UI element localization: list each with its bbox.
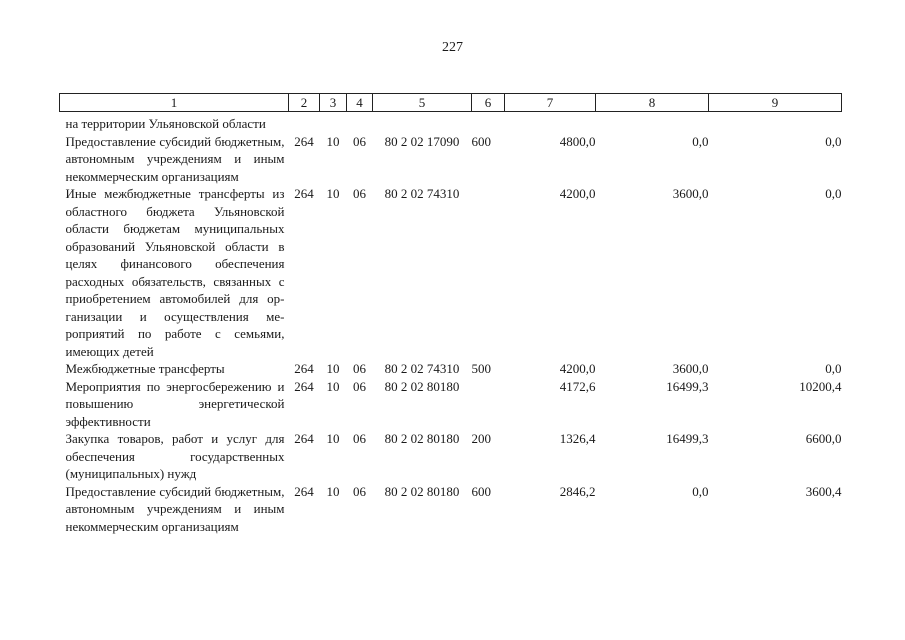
row-subsection: 06: [353, 361, 366, 376]
page-number: 227: [442, 40, 463, 55]
row-admin: 264: [294, 186, 314, 201]
row-section: 10: [326, 378, 340, 394]
row-name: Межбюджетные трансферты: [65, 361, 225, 376]
row-amount-3: [709, 112, 842, 133]
row-amount-2: [596, 112, 709, 133]
row-amount-2: 16499,3: [666, 378, 709, 394]
row-amount-1: [505, 112, 596, 133]
header-col-4: 4: [347, 94, 373, 112]
row-name: на территории Ульяновской области: [65, 116, 266, 131]
row-section: 10: [326, 483, 340, 499]
row-amount-1: 4172,6: [559, 378, 596, 394]
row-subsection: 06: [353, 133, 366, 149]
row-amount-2: 0,0: [692, 483, 709, 499]
table-row: [60, 430, 842, 483]
row-subsection: 06: [353, 378, 366, 394]
row-name: Мероприятия по энергосбережению и повышению энергетической эффективности: [65, 378, 285, 429]
row-section: 10: [326, 133, 340, 149]
header-col-6: 6: [472, 94, 505, 112]
table-header: [60, 94, 842, 112]
row-section: 10: [326, 361, 340, 376]
row-subsection: 06: [353, 483, 366, 499]
row-amount-1: 4200,0: [559, 186, 596, 201]
row-code: 80 2 02 80180: [384, 431, 460, 446]
row-vtype: 200: [471, 431, 491, 446]
row-admin: 264: [294, 483, 314, 499]
row-code: [373, 112, 472, 133]
row-code: 80 2 02 80180: [384, 378, 460, 394]
row-vtype: [472, 185, 505, 360]
row-section: [320, 112, 347, 133]
header-col-2: 2: [289, 94, 320, 112]
row-amount-3: 3600,4: [805, 483, 842, 499]
table-row: [60, 112, 842, 133]
row-amount-2: 0,0: [692, 133, 709, 149]
row-name: Предоставление субсидий бюджетным, автономным учреждениям и иным некоммерческим организациям: [65, 483, 285, 534]
header-col-7: 7: [505, 94, 596, 112]
row-amount-3: 0,0: [825, 186, 842, 201]
row-amount-1: 1326,4: [559, 431, 596, 446]
row-name: Закупка товаров, работ и услуг для обеспечения государственных (муниципальных) нужд: [65, 431, 285, 481]
row-vtype: 500: [471, 361, 491, 376]
table-row: [60, 360, 842, 378]
row-amount-2: 3600,0: [672, 361, 709, 376]
row-vtype: 600: [471, 133, 491, 149]
row-admin: 264: [294, 133, 314, 149]
header-row: [60, 94, 842, 112]
header-col-5: 5: [373, 94, 472, 112]
row-subsection: 06: [353, 431, 366, 446]
row-section: 10: [326, 431, 340, 446]
row-vtype: [472, 378, 505, 431]
header-col-9: 9: [709, 94, 842, 112]
row-code: 80 2 02 74310: [384, 186, 460, 201]
row-code: 80 2 02 74310: [384, 361, 460, 376]
row-subsection: 06: [353, 186, 366, 201]
row-amount-3: 10200,4: [799, 378, 842, 394]
table-row: [60, 378, 842, 431]
row-section: 10: [326, 186, 340, 201]
row-amount-3: 0,0: [825, 361, 842, 376]
row-amount-2: 16499,3: [666, 431, 709, 446]
row-name: Иные межбюджетные трансферты из областного бюджета Ульяновской области бюджетам муниципальных образований Ульяновской области в целях финансового обеспечения расходных обязательств, связанных с приобретением автомобилей для организации и осуществления мероприятий по работе с семьями, имеющих детей: [65, 186, 285, 359]
table-row: [60, 185, 842, 360]
row-code: 80 2 02 80180: [384, 483, 460, 499]
row-name: Предоставление субсидий бюджетным, автономным учреждениям и иным некоммерческим организациям: [65, 133, 285, 184]
header-col-8: 8: [596, 94, 709, 112]
row-admin: 264: [294, 361, 314, 376]
header-col-1: 1: [60, 94, 289, 112]
header-col-3: 3: [320, 94, 347, 112]
row-amount-2: 3600,0: [672, 186, 709, 201]
table-row: [60, 133, 842, 186]
row-amount-1: 4200,0: [559, 361, 596, 376]
row-amount-1: 2846,2: [559, 483, 596, 499]
table-body: [60, 112, 842, 536]
row-code: 80 2 02 17090: [384, 133, 460, 149]
row-amount-3: 6600,0: [805, 431, 842, 446]
row-admin: 264: [294, 378, 314, 394]
row-admin: 264: [294, 431, 314, 446]
row-amount-1: 4800,0: [559, 133, 596, 149]
budget-table: [59, 93, 842, 535]
row-vtype: [472, 112, 505, 133]
row-subsection: [347, 112, 373, 133]
table-row: [60, 483, 842, 536]
row-vtype: 600: [471, 483, 491, 499]
row-amount-3: 0,0: [825, 133, 842, 149]
row-admin: [289, 112, 320, 133]
